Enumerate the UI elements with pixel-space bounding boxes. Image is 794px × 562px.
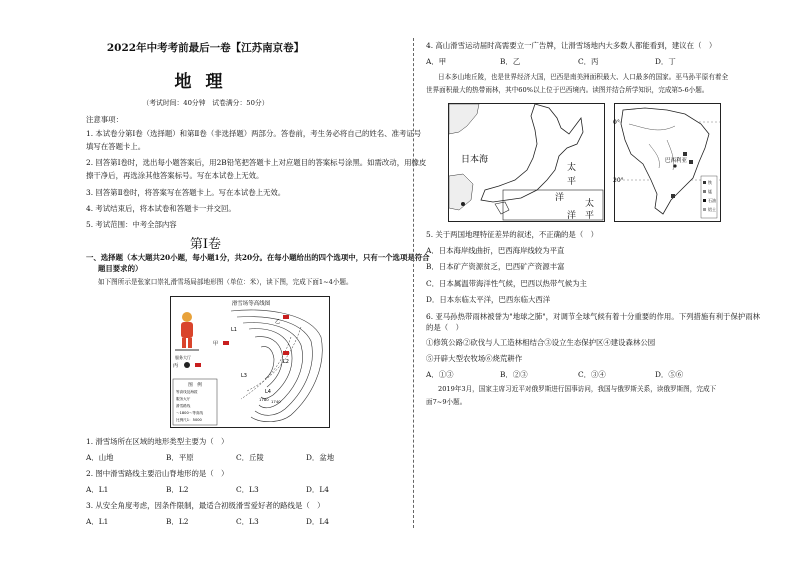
q5-option-d: D．日本东临太平洋，巴西东临大西洋 [426,295,551,304]
q5-option-c: C．日本属温带海洋性气候，巴西以热带气候为主 [426,279,587,288]
q3-option-a: A．L1 [86,517,109,526]
contour-value: 1740 [271,399,281,404]
ski-label-hall: 服务大厅 [175,355,191,360]
flag-marker [283,315,289,319]
lat-label-20: 20° [613,177,624,184]
legend-item: 服务大厅 [176,397,191,401]
lat-label-0: 0° [613,119,620,126]
q6-option-a: A．①③ [426,370,454,379]
passage-russia: 面7~9小题。 [426,398,467,406]
q6-option-d: D．⑤⑥ [655,370,684,379]
passage-russia: 2019年3月，国家主席习近平对俄罗斯进行国事访问，我国与俄罗斯关系，读俄罗斯图，完成下 [438,385,717,393]
section-title: 第Ⅰ卷 [189,237,222,252]
q5-option-b: B．日本矿产资源贫乏，巴西矿产资源丰富 [426,262,565,271]
pacific-label: 平 [567,177,577,187]
contour-value: 1780 [259,397,269,402]
exam-title: 2022年中考考前最后一卷【江苏南京卷】 [106,42,305,54]
q6-statement: ①修筑公路②砍伐与人工造林相结合③设立生态保护区④建设森林公园 [426,338,656,347]
q4-option-b: B．乙 [500,57,521,66]
skier-illustration [175,312,199,350]
question-stem: 如下图所示是张家口崇礼滑雪场局部地形图（单位：米），读下图，完成下面1~4小题。 [98,278,353,286]
q2-option-a: A．L1 [86,485,109,494]
question-5: 5. 关于两国地理特征差异的叙述，不正确的是（ ） [426,230,598,239]
q1-option-a: A．山地 [86,453,114,462]
route-label: L1 [231,327,237,333]
q2-option-b: B．L2 [166,485,189,494]
brazil-map-svg [615,104,720,221]
pacific-label: 太 [585,199,595,209]
ski-map-title: 滑雪场等高线图 [231,301,271,307]
scale-label: 比例尺1：5000 [176,418,202,422]
pacific-label: 太 [567,163,577,173]
route-label: L4 [265,389,271,395]
q2-option-c: C．L3 [236,485,259,494]
exam-info: （考试时间：40分钟 试卷满分：50分） [142,99,269,107]
brazil-map [614,103,721,222]
q2-option-d: D．L4 [306,485,329,494]
question-4: 4. 高山滑雪运动届时高需要立一广告牌，让滑雪场地内大多数人都能看到，建议在（ ） [426,41,717,50]
legend-item: 等高线及海拔 [176,390,198,394]
q5-option-a: A．日本海岸线曲折，巴西海岸线较为平直 [426,246,565,255]
capital-label: 巴西利亚 [665,158,688,164]
q4-option-d: D．丁 [655,57,676,66]
q4-option-a: A．甲 [426,57,447,66]
question-2: 2. 图中滑雪路线主要沿山脊地形的是（ ） [86,469,229,478]
note-line: 1. 本试卷分第Ⅰ卷（选择题）和第Ⅱ卷（非选择题）两部分。答卷前，考生务必将自己的姓名、准考证号 [86,129,422,138]
ski-label-ding: L2 [283,359,289,365]
question-1: 1. 滑雪场所在区域的地形类型主要为（ ） [86,437,229,446]
note-line: 3. 回答第Ⅱ卷时，将答案写在答题卡上。写在本试卷上无效。 [86,188,286,197]
flag-marker [283,351,289,355]
flag-marker [223,341,229,345]
passage-japan-brazil: 世界面积最大的热带雨林，其中60%以上位于巴西境内。读图并结合所学知识，完成第5-6小题。 [426,86,709,94]
brazil-legend-item: 锰 [708,189,712,194]
legend-title: 图 例 [188,383,202,388]
ski-label-bing: 丙 [173,363,179,369]
pacific-label: 洋 [555,193,565,203]
q3-option-b: B．L2 [166,517,189,526]
q6-statement: ⑤开辟大型农牧场⑥烧荒耕作 [426,354,523,363]
legend-item: ～1800～等高线 [176,411,204,415]
ski-contour-map [170,296,330,428]
q1-option-c: C．丘陵 [236,453,264,462]
note-line: 4. 考试结束后，将本试卷和答题卡一并交回。 [86,204,236,213]
q4-option-c: C．丙 [578,57,599,66]
note-line: 5. 考试范围：中考全部内容 [86,220,177,229]
japan-map-svg [449,104,604,221]
note-line: 2. 回答第Ⅰ卷时，选出每小题答案后，用2B铅笔把答题卡上对应题目的答案标号涂黑。如需改动，用橡皮 [86,158,427,167]
note-line: 擦干净后，再选涂其他答案标号。写在本试卷上无效。 [86,171,264,180]
section-intro: 题目要求的） [98,264,143,273]
section-intro: 一、选择题（本大题共20小题，每小题1分，共20分。在每小题给出的四个选项中，只有一个选项是符合 [86,253,430,262]
subject-title: 地理 [174,72,237,92]
passage-japan-brazil: 日本多山地丘陵，也是世界经济大国，巴西是南美洲面积最大、人口最多的国家。巫马孙平原有着全 [438,73,729,81]
q1-option-d: D．盆地 [306,453,335,462]
q1-option-b: B．平原 [166,453,194,462]
flag-marker [195,363,201,367]
ski-map-svg [171,297,329,427]
brazil-legend-item: 石油 [708,198,716,203]
ski-label-jia: 甲 [213,341,219,347]
q6-option-b: B．②③ [500,370,528,379]
service-hall-marker [184,362,190,368]
pacific-label: 平 [585,211,595,221]
brazil-legend-item: 铁 [708,180,712,185]
q3-option-d: D．L4 [306,517,329,526]
note-line: 填写在答题卡上。 [86,142,146,151]
question-3: 3. 从安全角度考虑，因条件限制，最适合初级滑雪爱好者的路线是（ ） [86,501,325,510]
brazil-legend-item: 铝土 [708,207,716,212]
pacific-label: 洋 [567,211,577,221]
ski-label-yi: 乙 [275,319,281,325]
route-label: L3 [241,373,247,379]
column-divider [413,38,414,528]
question-6: 6. 亚马孙热带雨林被誉为"地球之肺"，对调节全球气候有着十分重要的作用。下列措施有利于保护雨林的是（ ） [426,312,761,332]
japan-map [448,103,605,222]
legend-item: 滑雪路线 [176,404,191,408]
q3-option-c: C．L3 [236,517,259,526]
notes-title: 注意事项： [86,115,123,124]
q6-option-c: C．③④ [578,370,606,379]
sea-of-japan-label: 日本海 [461,155,489,165]
